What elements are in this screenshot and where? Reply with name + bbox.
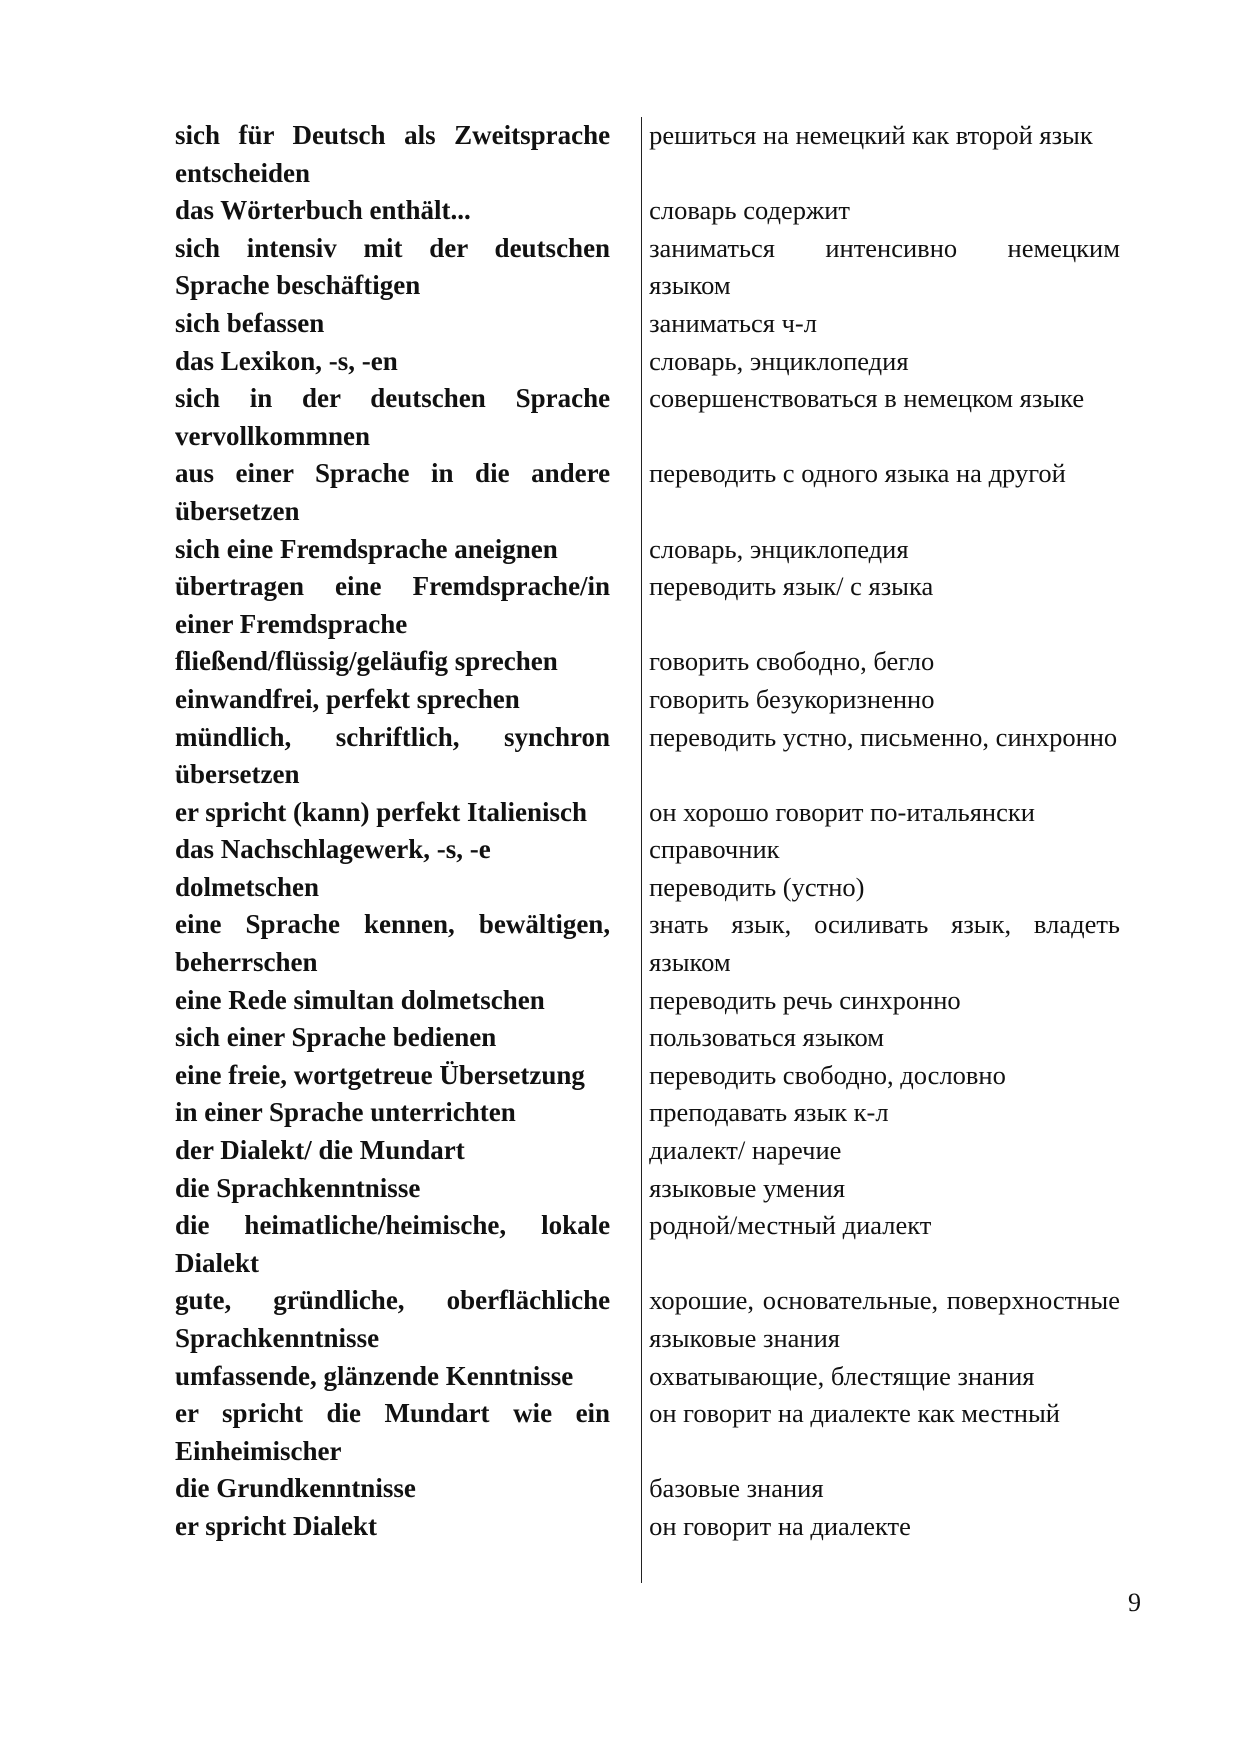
russian-translation: знать язык, осиливать язык, владеть языком bbox=[649, 909, 1120, 978]
german-term: dolmetschen bbox=[175, 871, 319, 902]
russian-translation: хорошие, основательные, поверхностные языковые знания bbox=[649, 1285, 1120, 1353]
russian-translation: словарь, энциклопедия bbox=[649, 345, 909, 376]
vocab-row bbox=[175, 455, 1120, 530]
vocab-row bbox=[175, 230, 1120, 305]
russian-translation: переводить язык/ с языка bbox=[649, 571, 934, 602]
german-term: in einer Sprache unterrichten bbox=[175, 1097, 516, 1128]
german-term: das Nachschlagewerk, -s, -e bbox=[175, 834, 491, 865]
german-term: er spricht Dialekt bbox=[175, 1510, 377, 1541]
vocab-row bbox=[175, 305, 1120, 343]
german-term: fließend/flüssig/geläufig sprechen bbox=[175, 646, 558, 677]
vocab-row bbox=[175, 380, 1120, 455]
german-term: gute, gründliche, oberflächliche Sprachkenntnisse bbox=[175, 1285, 611, 1353]
german-term: umfassende, glänzende Kenntnisse bbox=[175, 1360, 574, 1391]
german-term: sich befassen bbox=[175, 307, 325, 338]
russian-translation: охватывающие, блестящие знания bbox=[649, 1360, 1035, 1391]
german-term: eine Rede simultan dolmetschen bbox=[175, 984, 545, 1015]
vocab-row bbox=[175, 1358, 1120, 1396]
vocab-row bbox=[175, 1057, 1120, 1095]
vocab-row bbox=[175, 568, 1120, 643]
german-term: die Grundkenntnisse bbox=[175, 1473, 416, 1504]
german-term: die heimatliche/heimische, lokale Dialekt bbox=[175, 1210, 611, 1278]
german-term: sich eine Fremdsprache aneignen bbox=[175, 533, 558, 564]
russian-translation: он говорит на диалекте как местный bbox=[649, 1398, 1060, 1429]
vocab-row bbox=[175, 719, 1120, 794]
german-term: das Lexikon, -s, -en bbox=[175, 345, 398, 376]
russian-translation: справочник bbox=[649, 834, 780, 865]
vocab-row bbox=[175, 831, 1120, 869]
russian-translation: говорить безукоризненно bbox=[649, 683, 935, 714]
german-term: er spricht die Mundart wie ein Einheimischer bbox=[175, 1398, 611, 1466]
russian-translation: заниматься ч-л bbox=[649, 307, 817, 338]
vocabulary-table bbox=[175, 117, 1120, 1546]
vocab-row bbox=[175, 1282, 1120, 1357]
german-term: sich für Deutsch als Zweitsprache entscheiden bbox=[175, 120, 611, 188]
russian-translation: диалект/ наречие bbox=[649, 1135, 842, 1166]
vocab-row bbox=[175, 1019, 1120, 1057]
russian-translation: говорить свободно, бегло bbox=[649, 646, 935, 677]
german-term: die Sprachkenntnisse bbox=[175, 1172, 421, 1203]
russian-translation: переводить речь синхронно bbox=[649, 984, 961, 1015]
russian-translation: переводить устно, письменно, синхронно bbox=[649, 721, 1118, 752]
vocab-row bbox=[175, 531, 1120, 569]
vocab-row bbox=[175, 906, 1120, 981]
vocab-row bbox=[175, 982, 1120, 1020]
german-term: eine Sprache kennen, bewältigen, beherrschen bbox=[175, 909, 611, 978]
russian-translation: переводить (устно) bbox=[649, 871, 865, 902]
german-term: einwandfrei, perfekt sprechen bbox=[175, 683, 520, 714]
german-term: aus einer Sprache in die andere übersetzen bbox=[175, 458, 611, 526]
russian-translation: пользоваться языком bbox=[649, 1022, 885, 1053]
vocab-row bbox=[175, 1395, 1120, 1470]
german-term: mündlich, schriftlich, synchron übersetzen bbox=[175, 721, 611, 790]
vocab-row bbox=[175, 1470, 1120, 1508]
vocab-row bbox=[175, 1170, 1120, 1208]
page-number: 9 bbox=[1128, 1588, 1141, 1617]
vocab-row bbox=[175, 192, 1120, 230]
german-term: er spricht (kann) perfekt Italienisch bbox=[175, 796, 587, 827]
german-term: das Wörterbuch enthält... bbox=[175, 195, 471, 226]
vocab-row bbox=[175, 643, 1120, 681]
vocab-row bbox=[175, 1132, 1120, 1170]
russian-translation: он говорит на диалекте bbox=[649, 1510, 911, 1541]
russian-translation: переводить свободно, дословно bbox=[649, 1059, 1006, 1090]
vocab-row bbox=[175, 343, 1120, 381]
russian-translation: базовые знания bbox=[649, 1473, 824, 1504]
german-term: der Dialekt/ die Mundart bbox=[175, 1135, 465, 1166]
german-term: sich einer Sprache bedienen bbox=[175, 1022, 497, 1053]
german-term: sich in der deutschen Sprache vervollkommnen bbox=[175, 383, 611, 451]
russian-translation: языковые умения bbox=[649, 1172, 846, 1203]
german-term: übertragen eine Fremdsprache/in einer Fremdsprache bbox=[175, 571, 611, 639]
russian-translation: заниматься интенсивно немецким языком bbox=[649, 232, 1120, 301]
russian-translation: переводить с одного языка на другой bbox=[649, 458, 1066, 489]
german-term: eine freie, wortgetreue Übersetzung bbox=[175, 1059, 585, 1090]
russian-translation: родной/местный диалект bbox=[649, 1210, 932, 1241]
vocab-row bbox=[175, 1094, 1120, 1132]
vocab-row bbox=[175, 869, 1120, 907]
vocab-row bbox=[175, 1207, 1120, 1282]
russian-translation: он хорошо говорит по-итальянски bbox=[649, 796, 1035, 827]
russian-translation: словарь содержит bbox=[649, 195, 851, 226]
russian-translation: преподавать язык к-л bbox=[649, 1097, 889, 1128]
vocab-row bbox=[175, 681, 1120, 719]
russian-translation: решиться на немецкий как второй язык bbox=[649, 120, 1093, 150]
russian-translation: совершенствоваться в немецком языке bbox=[649, 383, 1085, 414]
vocab-row bbox=[175, 117, 1120, 192]
russian-translation: словарь, энциклопедия bbox=[649, 533, 909, 564]
vocab-row bbox=[175, 1508, 1120, 1546]
german-term: sich intensiv mit der deutschen Sprache beschäftigen bbox=[175, 232, 611, 301]
vocab-row bbox=[175, 794, 1120, 832]
